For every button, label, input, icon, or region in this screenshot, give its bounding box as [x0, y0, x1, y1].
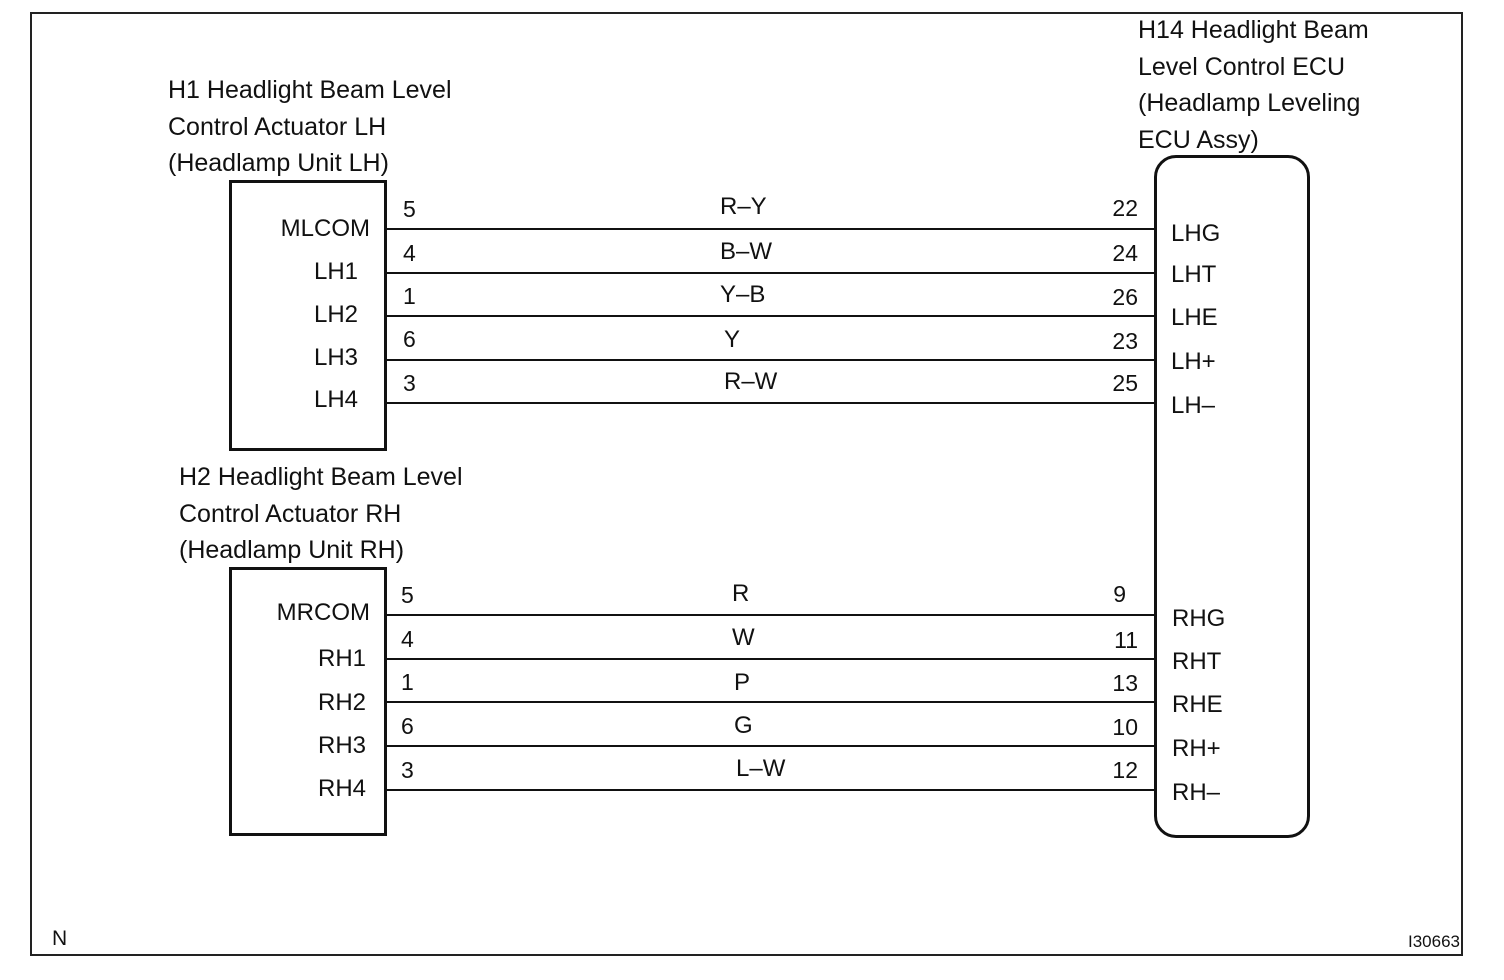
- ecu-pin-number: 26: [1112, 284, 1138, 310]
- wire-color-code: R: [732, 580, 750, 607]
- wire-line: [387, 228, 1154, 230]
- figure-id: I30663: [1408, 932, 1460, 951]
- h2-terminal-label: RH2: [317, 689, 366, 716]
- ecu-terminal-label: RH–: [1172, 779, 1221, 806]
- ecu-terminal-label: LHG: [1171, 220, 1221, 247]
- ecu-terminal-label: RHT: [1172, 648, 1222, 675]
- h14-title-line: ECU Assy): [1138, 125, 1259, 154]
- ecu-pin-number: 25: [1112, 370, 1138, 396]
- wire-color-code: L–W: [736, 755, 786, 782]
- wire-line: [387, 272, 1154, 274]
- ecu-pin-number: 11: [1114, 627, 1138, 653]
- ecu-pin-number: 9: [1113, 581, 1126, 607]
- wire-color-code: R–Y: [720, 193, 767, 220]
- h1-terminal-label: LH1: [313, 258, 358, 285]
- wire-color-code: B–W: [720, 238, 773, 265]
- h2-pin-number: 3: [401, 757, 414, 783]
- ecu-pin-number: 12: [1112, 757, 1138, 783]
- wire-line: [387, 315, 1154, 317]
- h1-title-line: Control Actuator LH: [168, 112, 387, 141]
- h2-pin-number: 6: [401, 713, 414, 739]
- h1-pin-number: 1: [403, 283, 416, 309]
- h1-terminal-label: MLCOM: [280, 215, 370, 242]
- h2-terminal-label: RH4: [317, 775, 366, 802]
- h1-terminal-label: LH2: [313, 301, 358, 328]
- ecu-pin-number: 24: [1112, 240, 1138, 266]
- wire-line: [387, 658, 1154, 660]
- ecu-terminal-label: RHG: [1172, 605, 1226, 632]
- wire-line: [387, 402, 1154, 404]
- wire-line: [387, 359, 1154, 361]
- h2-pin-number: 4: [401, 626, 414, 652]
- h14-title-line: H14 Headlight Beam: [1138, 16, 1369, 44]
- h14-title-line: (Headlamp Leveling: [1138, 89, 1361, 117]
- wire-color-code: Y: [724, 326, 741, 353]
- h1-terminal-label: LH3: [313, 344, 358, 371]
- h2-connector-title: [179, 459, 463, 569]
- h2-terminal-label: RH3: [317, 732, 366, 759]
- h14-title-line: Level Control ECU: [1138, 52, 1346, 81]
- wire-color-code: P: [734, 669, 751, 696]
- ecu-terminal-label: LH+: [1171, 348, 1216, 375]
- wire-line: [387, 701, 1154, 703]
- h1-terminal-label: LH4: [313, 386, 358, 413]
- h1-pin-number: 3: [403, 370, 416, 396]
- h14-ecu-title: [1138, 12, 1369, 158]
- ecu-terminal-label: RH+: [1172, 735, 1221, 762]
- h2-title-line: Control Actuator RH: [179, 499, 402, 528]
- h2-pin-number: 1: [401, 669, 414, 695]
- h2-terminal-label: MRCOM: [276, 599, 370, 626]
- page-mark-n: N: [52, 927, 68, 950]
- wire-line: [387, 789, 1154, 791]
- h1-title-line: H1 Headlight Beam Level: [168, 76, 452, 104]
- wire-color-code: G: [734, 712, 753, 739]
- ecu-pin-number: 13: [1112, 670, 1138, 696]
- ecu-terminal-label: LHT: [1171, 261, 1217, 288]
- h2-title-line: H2 Headlight Beam Level: [179, 463, 463, 491]
- h1-pin-number: 4: [403, 240, 416, 266]
- h1-pin-number: 6: [403, 326, 416, 352]
- h2-title-line: (Headlamp Unit RH): [179, 536, 405, 564]
- h1-pin-number: 5: [403, 196, 416, 222]
- h2-pin-number: 5: [401, 582, 414, 608]
- ecu-pin-number: 10: [1112, 714, 1138, 740]
- ecu-pin-number: 22: [1112, 195, 1138, 221]
- wire-color-code: R–W: [724, 368, 778, 395]
- h1-connector-title: [168, 72, 452, 182]
- wire-color-code: Y–B: [720, 281, 766, 308]
- wire-line: [387, 614, 1154, 616]
- h2-terminal-label: RH1: [317, 645, 366, 672]
- h1-title-line: (Headlamp Unit LH): [168, 149, 389, 177]
- wire-line: [387, 745, 1154, 747]
- ecu-pin-number: 23: [1112, 328, 1138, 354]
- wire-color-code: W: [732, 624, 755, 651]
- ecu-terminal-label: RHE: [1172, 691, 1223, 718]
- ecu-terminal-label: LH–: [1171, 392, 1216, 419]
- ecu-terminal-label: LHE: [1171, 304, 1218, 331]
